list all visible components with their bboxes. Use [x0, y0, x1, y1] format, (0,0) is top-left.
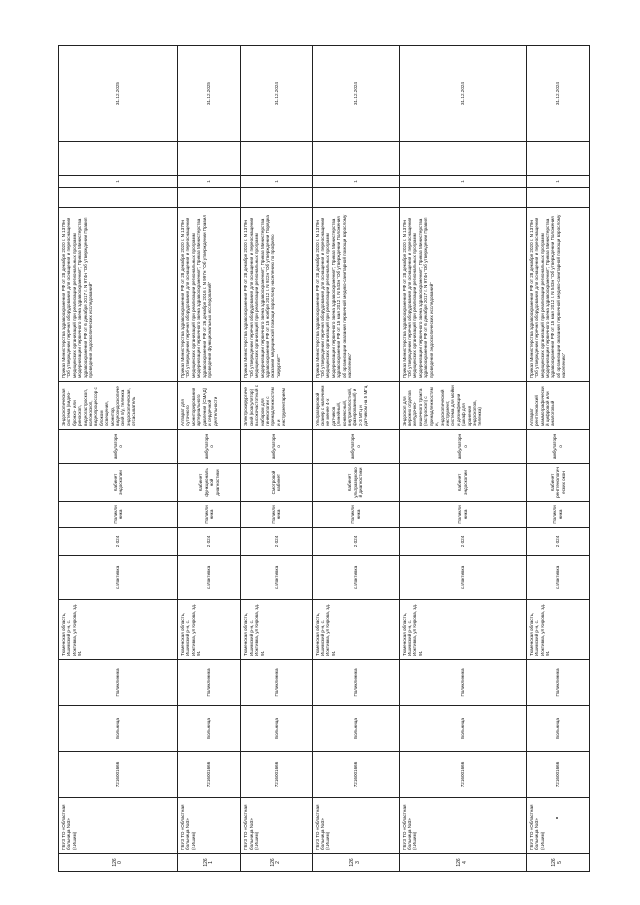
clinic-unit: Поликлиника: [59, 660, 178, 706]
inn-code: 7216001666: [399, 752, 526, 798]
room-name: Кабинет эндоскопии: [59, 464, 178, 502]
legal-basis: Приказ Министерства здравоохранения РФ от 28 декабря 2020 г. N 1379н "Об утверждении перечня оборудования для оснащения и переоснащения медицинских организаций при реализации региональных программ модернизации первичного звена здравоохранения"; Приказ Министерства здравоохранения РФ от 26 декабря 2016 г. N 997н "Об утверждении Правил проведения функциональных исследований": [178, 208, 241, 382]
table-row: [59, 46, 178, 872]
spacer-cell: [312, 142, 399, 176]
spacer-cell: [526, 142, 589, 176]
room-name: Смотровой кабинет: [241, 464, 312, 502]
organization-name: ГБУЗ ТО «Областная больница №3» (г.Ишим): [59, 798, 178, 854]
organization-name: ГБУЗ ТО «Областная больница №3» (г.Ишим): [399, 798, 526, 854]
inn-code: 7216001666: [241, 752, 312, 798]
clinic-unit: Поликлиника: [178, 660, 241, 706]
clinic-unit: Поликлиника: [312, 660, 399, 706]
year: 2 024: [59, 528, 178, 556]
row-number: 1260: [59, 854, 178, 872]
department: Поликлиника: [399, 502, 526, 528]
clinic-unit: Поликлиника: [241, 660, 312, 706]
address: Тюменская область, Ишимский р-н, с. Иоктивка, ул Кирова, зд. 91: [178, 600, 241, 660]
row-number: 1265: [526, 854, 589, 872]
locality: с.Иоктивка: [241, 556, 312, 600]
rotated-table-container: [58, 46, 590, 872]
table-body: [59, 46, 590, 872]
department: Поликлиника: [178, 502, 241, 528]
locality: с.Иоктивка: [178, 556, 241, 600]
table-row: [241, 46, 312, 872]
spacer-cell: [399, 142, 526, 176]
equipment-name: Электрохирургический (коагулятор) высокочастотный с набором для гинекологии с принадлежностями и инструментарием: [241, 382, 312, 430]
spacer-cell: [178, 142, 241, 176]
room-name: Кабинет функциональной диагностики: [178, 464, 241, 502]
facility-type: Больница: [178, 706, 241, 752]
scan-speck: [556, 817, 558, 819]
quantity: 1: [178, 176, 241, 188]
room-name: Кабинет рентгенологических окон: [526, 464, 589, 502]
empty-cell: [526, 188, 589, 208]
address: Тюменская область, Ишимский р-н, с. Иоктивка, ул Кирова, зд. 91: [399, 600, 526, 660]
department: Поликлиника: [312, 502, 399, 528]
quantity: 1: [241, 176, 312, 188]
empty-cell: [59, 188, 178, 208]
spacer-cell: [59, 142, 178, 176]
care-mode: амбулаторно: [312, 430, 399, 464]
due-date: 31.12.2024: [312, 46, 399, 142]
organization-name: ГБУЗ ТО «Областная больница №3» (г.Ишим): [178, 798, 241, 854]
due-date: 31.12.2025: [178, 46, 241, 142]
care-mode: амбулаторно: [178, 430, 241, 464]
empty-cell: [178, 188, 241, 208]
equipment-name: Аппарат для суточного мониторирования артериального давления (СМАД) и сердечной деятельности: [178, 382, 241, 430]
equipment-name: Аппарат рентгеновский маммографический цифровой или аналоговый: [526, 382, 589, 430]
room-name: Кабинет ультразвуковой диагностики: [312, 464, 399, 502]
year: 2 024: [526, 528, 589, 556]
legal-basis: Приказ Министерства здравоохранения РФ от 28 декабря 2020 г. N 1379н "Об утверждении перечня оборудования для оснащения и переоснащения медицинских организаций при реализации региональных программ модернизации первичного звена здравоохранения"; Приказ Министерства здравоохранения РФ от 15 ноября 2012 г. N 922н "Об утверждении Порядка оказания медицинской помощи взрослому населению по профилю "хирургия"": [241, 208, 312, 382]
empty-cell: [241, 188, 312, 208]
legal-basis: Приказ Министерства здравоохранения РФ от 28 декабря 2020 г. N 1379н "Об утверждении перечня оборудования для оснащения и переоснащения медицинских организаций при реализации региональных программ модернизации первичного звена здравоохранения"; Приказ Министерства здравоохранения РФ от 6 декабря 2017 г. N 974н "Об утверждении Правил проведения эндоскопических исследований": [59, 208, 178, 382]
locality: с.Иоктивка: [312, 556, 399, 600]
year: 2 024: [178, 528, 241, 556]
table-row: [178, 46, 241, 872]
due-date: 31.12.2024: [399, 46, 526, 142]
legal-basis: Приказ Министерства здравоохранения РФ от 28 декабря 2020 г. N 1379н "Об утверждении перечня оборудования для оснащения и переоснащения медицинских организаций при реализации региональных программ модернизации первичного звена здравоохранения"; Приказ Министерства здравоохранения РФ от 15 мая 2012 г. N 543н "Об утверждении Положения об организации оказания первичной медико-санитарной помощи взрослому населению": [526, 208, 589, 382]
quantity: 1: [399, 176, 526, 188]
table-row: [526, 46, 589, 872]
care-mode: амбулаторно: [399, 430, 526, 464]
table-row: [399, 46, 526, 872]
facility-type: Больница: [399, 706, 526, 752]
care-mode: амбулаторно: [59, 430, 178, 464]
spacer-cell: [241, 142, 312, 176]
row-number: 1263: [312, 854, 399, 872]
organization-name: ГБУЗ ТО «Областная больница №3» (г.Ишим): [241, 798, 312, 854]
facility-type: Больница: [312, 706, 399, 752]
facility-type: Больница: [526, 706, 589, 752]
facility-type: Больница: [241, 706, 312, 752]
department: Поликлиника: [526, 502, 589, 528]
inn-code: 7216001666: [312, 752, 399, 798]
row-number: 1262: [241, 854, 312, 872]
address: Тюменская область, Ишимский р-н, с. Иоктивка, ул Кирова, зд. 91: [59, 600, 178, 660]
equipment-name: Ультразвуковой сканер с наличием не менее 4-х датчиков (линейный, конвексный, внутриполостной, фазированный) и 2-3 МГц и датчиком на 5 МГц: [312, 382, 399, 430]
locality: с.Иоктивка: [399, 556, 526, 600]
quantity: 1: [312, 176, 399, 188]
address: Тюменская область, Ишимский р-н, с. Иоктивка, ул Кирова, зд. 91: [526, 600, 589, 660]
care-mode: амбулаторно: [241, 430, 312, 464]
inn-code: 7216001666: [178, 752, 241, 798]
locality: с.Иоктивка: [59, 556, 178, 600]
clinic-unit: Поликлиника: [399, 660, 526, 706]
organization-name: ГБУЗ ТО «Областная больница №3» (г.Ишим): [312, 798, 399, 854]
year: 2 024: [241, 528, 312, 556]
year: 2 024: [399, 528, 526, 556]
table-row: [312, 46, 399, 872]
empty-cell: [399, 188, 526, 208]
department: Поликлиника: [241, 502, 312, 528]
clinic-unit: Поликлиника: [526, 660, 589, 706]
equipment-name: Эндоскопическая система (видео-бронхо- или риноскоп, видеогастроскоп, колоноскоп, видеопроцессор с блоком освещения, монитор, видеоэндоскопический п/у, тележка эндоскопическая, отсасыватель: [59, 382, 178, 430]
due-date: 31.12.2024: [241, 46, 312, 142]
legal-basis: Приказ Министерства здравоохранения РФ от 28 декабря 2020 г. N 1379н "Об утверждении перечня оборудования для оснащения и переоснащения медицинских организаций при реализации региональных программ модернизации первичного звена здравоохранения"; Приказ Министерства здравоохранения РФ от 15 мая 2012 г. N 543н "Об утверждении Положения об организации оказания первичной медико-санитарной помощи взрослому населению": [312, 208, 399, 382]
row-number: 1261: [178, 854, 241, 872]
organization-name: ГБУЗ ТО «Областная больница №3» (г.Ишим): [526, 798, 589, 854]
inn-code: 7216001666: [526, 752, 589, 798]
quantity: 1: [526, 176, 589, 188]
locality: с.Иоктивка: [526, 556, 589, 600]
department: Поликлиника: [59, 502, 178, 528]
room-name: Кабинет эндоскопии: [399, 464, 526, 502]
inn-code: 7216001666: [59, 752, 178, 798]
address: Тюменская область, Ишимский р-н, с. Иоктивка, ул Кирова, зд. 91: [312, 600, 399, 660]
equipment-name: Эндоскоп для верхних отделов желудочно-кишечного тракта (гастроскоп) с принадлежностями, эндоскопический инструмент, система для мойки и дезинфекции (шкаф для хранения эндоскопов, тележка): [399, 382, 526, 430]
address: Тюменская область, Ишимский р-н, с. Иоктивка, ул Кирова, зд. 91: [241, 600, 312, 660]
year: 2 024: [312, 528, 399, 556]
legal-basis: Приказ Министерства здравоохранения РФ от 28 декабря 2020 г. N 1379н "Об утверждении перечня оборудования для оснащения и переоснащения медицинских организаций при реализации региональных программ модернизации первичного звена здравоохранения"; Приказ Министерства здравоохранения РФ от 6 декабря 2017 г. N 974н "Об утверждении Правил проведения эндоскопических исследований": [399, 208, 526, 382]
care-mode: амбулаторно: [526, 430, 589, 464]
empty-cell: [312, 188, 399, 208]
equipment-table: [58, 45, 590, 872]
row-number: 1264: [399, 854, 526, 872]
facility-type: Больница: [59, 706, 178, 752]
due-date: 31.12.2025: [59, 46, 178, 142]
due-date: 31.12.2024: [526, 46, 589, 142]
quantity: 1: [59, 176, 178, 188]
